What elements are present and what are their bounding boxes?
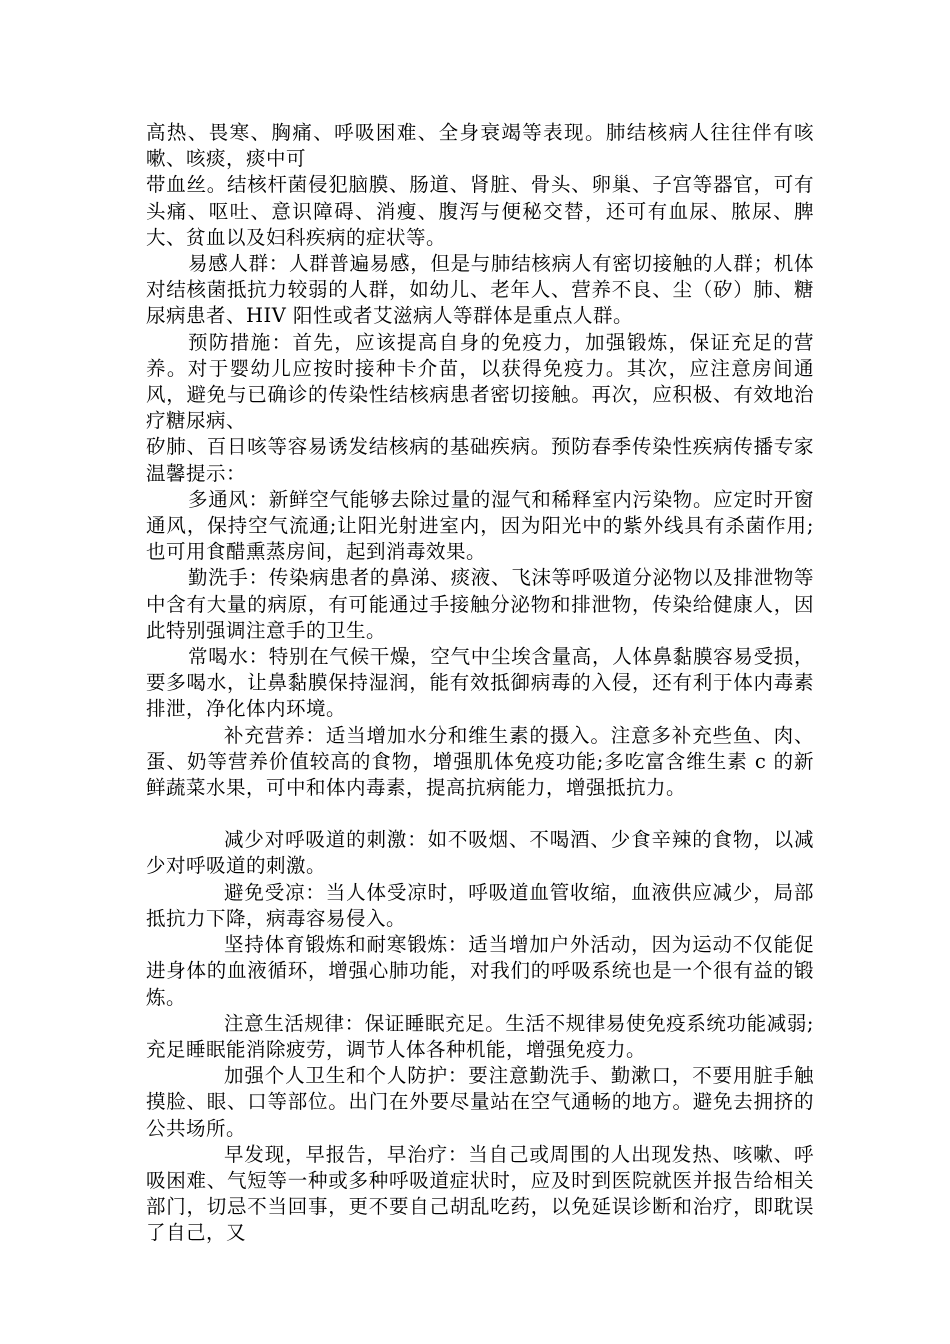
paragraph-nutrition: 补充营养：适当增加水分和维生素的摄入。注意多补充些鱼、肉、蛋、奶等营养价值较高的食物，增强肌体免疫功能;多吃富含维生素 c 的新鲜蔬菜水果，可中和体内毒素，提高抗病能力，增强抵抗力。 bbox=[146, 723, 814, 800]
paragraph-regular-life: 注意生活规律：保证睡眠充足。生活不规律易使免疫系统功能减弱;充足睡眠能消除疲劳，调节人体各种机能，增强免疫力。 bbox=[146, 1011, 814, 1061]
paragraph-hand-washing: 勤洗手：传染病患者的鼻涕、痰液、飞沫等呼吸道分泌物以及排泄物等中含有大量的病原，有可能通过手接触分泌物和排泄物，传染给健康人，因此特别强调注意手的卫生。 bbox=[146, 566, 814, 642]
paragraph-symptoms-continued: 高热、畏寒、胸痛、呼吸困难、全身衰竭等表现。肺结核病人往往伴有咳嗽、咳痰，痰中可 bbox=[146, 121, 814, 171]
paragraph-early-detection: 早发现，早报告，早治疗：当自己或周围的人出现发热、咳嗽、呼吸困难、气短等一种或多种呼吸道症状时，应及时到医院就医并报告给相关部门，切忌不当回事，更不要自己胡乱吃药，以免延误诊断和治疗，即耽误了自己，又 bbox=[146, 1142, 814, 1245]
paragraph-ventilation: 多通风：新鲜空气能够去除过量的湿气和稀释室内污染物。应定时开窗通风，保持空气流通;让阳光射进室内，因为阳光中的紫外线具有杀菌作用;也可用食醋熏蒸房间，起到消毒效果。 bbox=[146, 487, 814, 564]
paragraph-personal-hygiene: 加强个人卫生和个人防护：要注意勤洗手、勤漱口，不要用脏手触摸脸、眼、口等部位。出门在外要尽量站在空气通畅的地方。避免去拥挤的公共场所。 bbox=[146, 1064, 814, 1140]
paragraph-susceptible-population: 易感人群：人群普遍易感，但是与肺结核病人有密切接触的人群；机体对结核菌抵抗力较弱的人群，如幼儿、老年人、营养不良、尘（矽）肺、糖尿病患者、HIV 阳性或者艾滋病人等群体是重点人群。 bbox=[146, 252, 814, 328]
paragraph-avoid-cold: 避免受凉：当人体受凉时，呼吸道血管收缩，血液供应减少，局部抵抗力下降，病毒容易侵入。 bbox=[146, 880, 814, 930]
paragraph-expert-tips-intro: 矽肺、百日咳等容易诱发结核病的基础疾病。预防春季传染性疾病传播专家温馨提示： bbox=[146, 435, 814, 485]
paragraph-extrapulmonary-symptoms: 带血丝。结核杆菌侵犯脑膜、肠道、肾脏、骨头、卵巢、子宫等器官，可有头痛、呕吐、意识障碍、消瘦、腹泻与便秘交替，还可有血尿、脓尿、脾大、贫血以及妇科疾病的症状等。 bbox=[146, 173, 814, 249]
paragraph-drink-water: 常喝水：特别在气候干燥，空气中尘埃含量高，人体鼻黏膜容易受损，要多喝水，让鼻黏膜保持湿润，能有效抵御病毒的入侵，还有利于体内毒素排泄，净化体内环境。 bbox=[146, 645, 814, 721]
paragraph-exercise: 坚持体育锻炼和耐寒锻炼：适当增加户外活动，因为运动不仅能促进身体的血液循环，增强心肺功能，对我们的呼吸系统也是一个很有益的锻炼。 bbox=[146, 933, 814, 1009]
paragraph-reduce-irritation: 减少对呼吸道的刺激：如不吸烟、不喝酒、少食辛辣的食物，以减少对呼吸道的刺激。 bbox=[146, 828, 814, 878]
document-body bbox=[146, 120, 814, 1247]
paragraph-prevention-measures: 预防措施：首先，应该提高自身的免疫力，加强锻炼，保证充足的营养。对于婴幼儿应按时接种卡介苗，以获得免疫力。其次，应注意房间通风，避免与已确诊的传染性结核病患者密切接触。再次，应积极、有效地治疗糖尿病、 bbox=[146, 330, 814, 433]
